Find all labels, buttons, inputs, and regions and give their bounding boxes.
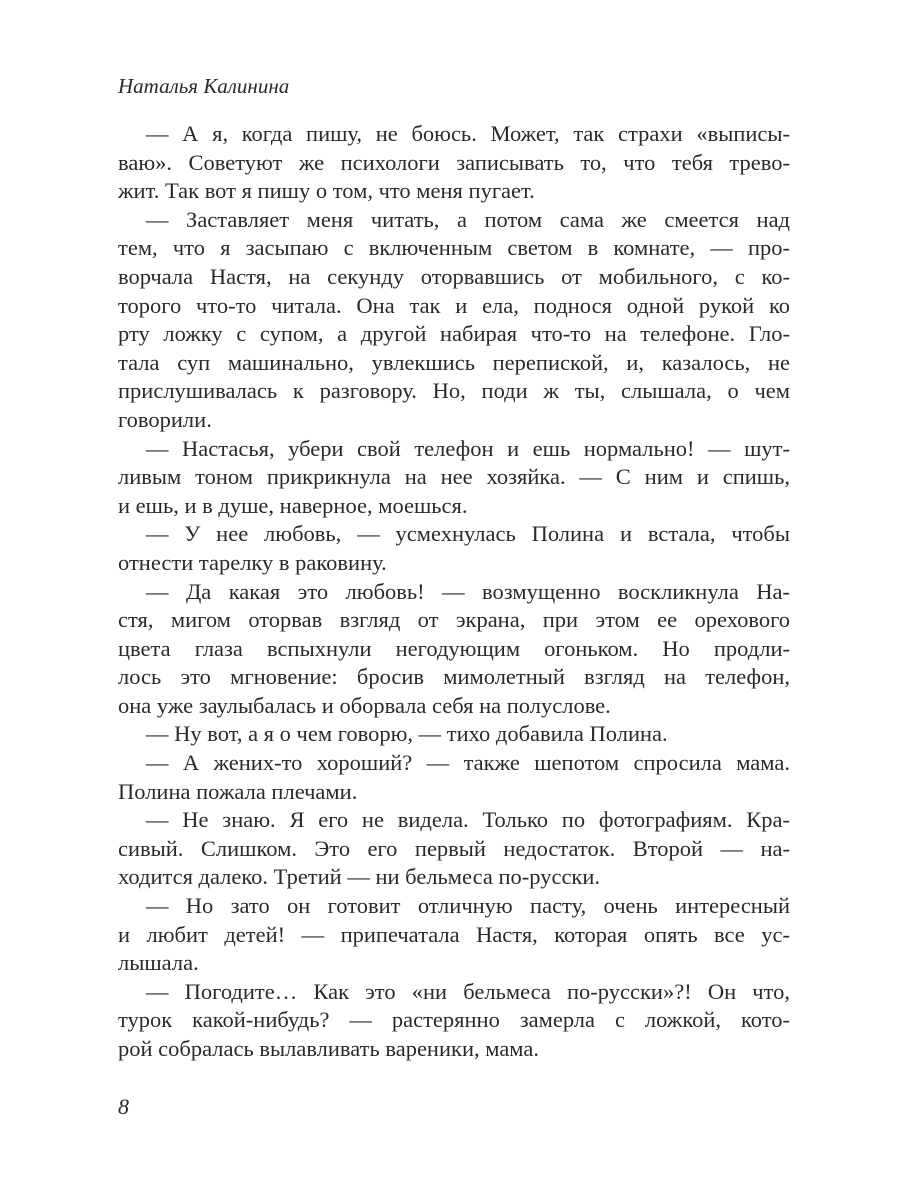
text-line: — А жених-то хороший? — также шепотом спросила мама.	[146, 750, 790, 776]
text-line: ворчала Настя, на секунду оторвавшись от мобильного, с ко-	[118, 263, 790, 289]
text-line: отнести тарелку в раковину.	[118, 549, 387, 575]
text-line: — Но зато он готовит отличную пасту, очень интересный	[146, 893, 790, 919]
text-line: цвета глаза вспыхнули негодующим огоньком. Но продли-	[118, 635, 790, 661]
text-line: рой собралась вылавливать вареники, мама.	[118, 1036, 539, 1061]
text-line: — Погодите… Как это «ни бельмеса по-русски»?! Он что,	[146, 978, 790, 1004]
text-line: торого что-то читала. Она так и ела, поднося одной рукой ко	[118, 292, 790, 318]
text-line: она уже заулыбалась и оборвала себя на полуслове.	[118, 692, 611, 718]
running-head-author: Наталья Калинина	[118, 74, 290, 98]
text-line: ливым тоном прикрикнула на нее хозяйка. — С ним и спишь,	[118, 464, 790, 490]
text-line: и ешь, и в душе, наверное, моешься.	[118, 492, 468, 518]
text-line: — Заставляет меня читать, а потом сама же смеется над	[146, 206, 790, 232]
text-line: рту ложку с супом, а другой набирая что-то на телефоне. Гло-	[118, 321, 790, 347]
text-line: прислушивалась к разговору. Но, поди ж ты, слышала, о чем	[118, 378, 790, 404]
text-line: стя, мигом оторвав взгляд от экрана, при этом ее орехового	[118, 607, 790, 633]
text-line: лышала.	[118, 950, 199, 976]
text-line: жит. Так вот я пишу о том, что меня пугает.	[118, 178, 535, 204]
text-line: и любит детей! — припечатала Настя, которая опять все ус-	[118, 921, 790, 947]
body-text	[118, 120, 790, 1064]
text-line: Полина пожала плечами.	[118, 778, 358, 804]
text-line: — У нее любовь, — усмехнулась Полина и встала, чтобы	[146, 521, 790, 547]
text-line: ваю». Советуют же психологи записывать то, что тебя трево-	[118, 149, 790, 175]
text-line: — Не знаю. Я его не видела. Только по фотографиям. Кра-	[146, 807, 790, 833]
text-line: — Да какая это любовь! — возмущенно воскликнула На-	[146, 578, 790, 604]
text-line: — Настасья, убери свой телефон и ешь нормально! — шут-	[146, 435, 790, 461]
text-line: — Ну вот, а я о чем говорю, — тихо добавила Полина.	[146, 721, 668, 747]
text-line: лось это мгновение: бросив мимолетный взгляд на телефон,	[118, 664, 790, 690]
page-number: 8	[118, 1094, 129, 1119]
text-line: ходится далеко. Третий — ни бельмеса по-русски.	[118, 864, 601, 890]
text-line: тем, что я засыпаю с включенным светом в комнате, — про-	[118, 235, 790, 261]
text-line: турок какой-нибудь? — растерянно замерла с ложкой, кото-	[118, 1007, 790, 1033]
text-line: сивый. Слишком. Это его первый недостаток. Второй — на-	[118, 835, 790, 861]
text-line: — А я, когда пишу, не боюсь. Может, так страхи «выписы-	[146, 121, 790, 146]
text-line: говорили.	[118, 406, 212, 432]
text-line: тала суп машинально, увлекшись перепиской, и, казалось, не	[118, 349, 790, 375]
